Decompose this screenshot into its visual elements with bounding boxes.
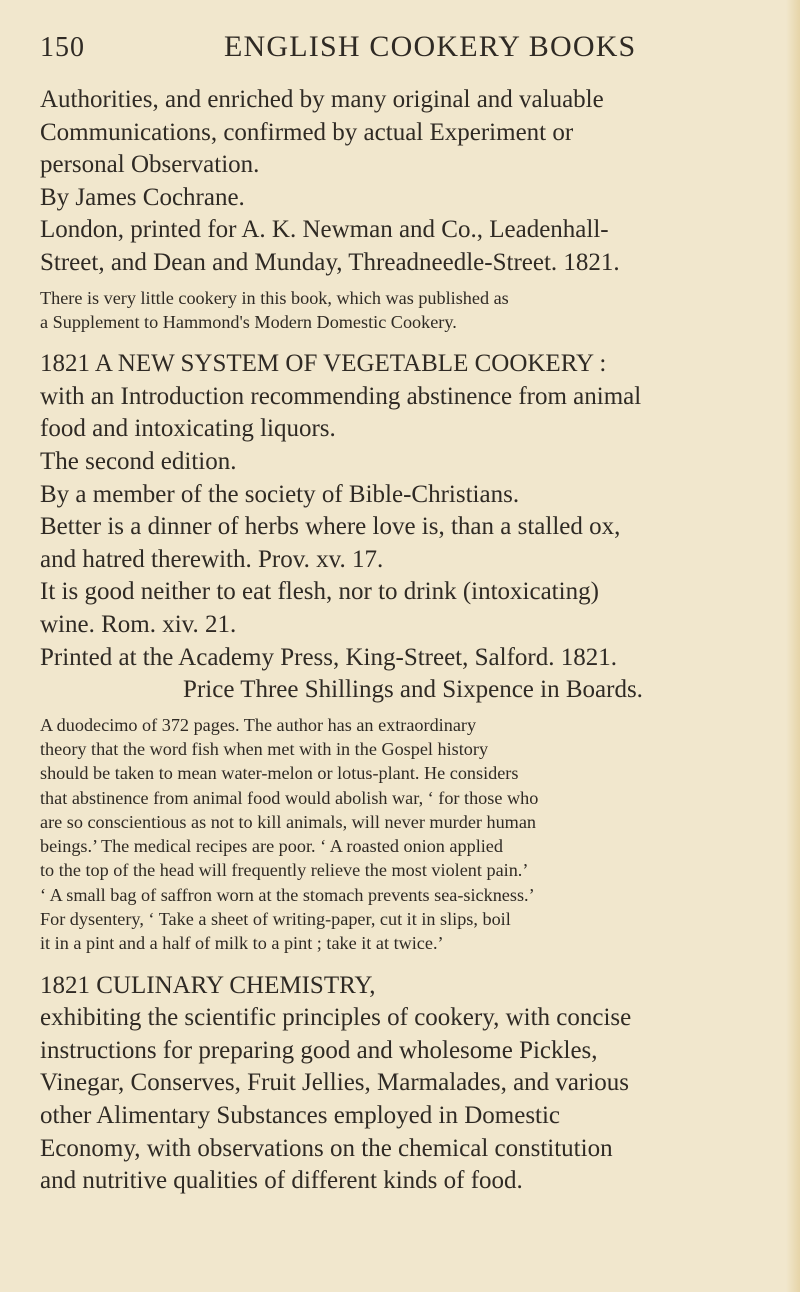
entry-vegetable-cookery — [40, 348, 786, 956]
entry-culinary-chemistry — [40, 970, 786, 1198]
note-line: are so conscientious as not to kill animals, will never murder human — [40, 811, 537, 832]
entry-line: Better is a dinner of herbs where love is, than a stalled ox, — [40, 513, 621, 541]
note-line: There is very little cookery in this book, which was published as — [40, 287, 509, 308]
note-line: theory that the word fish when met with in the Gospel history — [40, 738, 489, 759]
entry-line: and nutritive qualities of different kinds of food. — [40, 1167, 523, 1195]
entry-line: other Alimentary Substances employed in Domestic — [40, 1102, 561, 1130]
entry-line: and hatred therewith. Prov. xv. 17. — [40, 545, 384, 573]
note-line: beings.’ The medical recipes are poor. ‘ A roasted onion applied — [40, 836, 503, 857]
entry-line: Communications, confirmed by actual Experiment or — [40, 118, 574, 146]
entry-note — [40, 286, 786, 335]
entry-line: By a member of the society of Bible-Christians. — [40, 480, 520, 508]
note-line: A duodecimo of 372 pages. The author has an extraordinary — [40, 714, 477, 735]
entry-line: instructions for preparing good and wholesome Pickles, — [40, 1036, 598, 1064]
note-line: For dysentery, ‘ Take a sheet of writing-paper, cut it in slips, boil — [40, 909, 511, 930]
running-head: ENGLISH COOKERY BOOKS — [224, 30, 637, 63]
entry-line: The second edition. — [40, 447, 237, 475]
note-line: it in a pint and a half of milk to a pint ; take it at twice.’ — [40, 933, 444, 954]
entry-line: London, printed for A. K. Newman and Co., Leadenhall- — [40, 216, 609, 244]
entry-line: Authorities, and enriched by many original and valuable — [40, 86, 604, 113]
entry-title-line: 1821 CULINARY CHEMISTRY, — [40, 971, 376, 999]
page-header — [40, 28, 786, 68]
note-line: to the top of the head will frequently relieve the most violent pain.’ — [40, 860, 529, 881]
page-number: 150 — [40, 32, 85, 63]
note-line: should be taken to mean water-melon or lotus-plant. He considers — [40, 763, 519, 784]
entry-line: Street, and Dean and Munday, Threadneedle-Street. 1821. — [40, 248, 620, 276]
entry-line: By James Cochrane. — [40, 183, 245, 211]
note-line: that abstinence from animal food would abolish war, ‘ for those who — [40, 787, 539, 808]
book-page — [40, 28, 786, 1198]
entry-line: Vinegar, Conserves, Fruit Jellies, Marmalades, and various — [40, 1069, 630, 1097]
entry-line: Printed at the Academy Press, King-Street, Salford. 1821. — [40, 643, 617, 671]
entry-line: exhibiting the scientific principles of cookery, with concise — [40, 1004, 632, 1032]
entry-line: Economy, with observations on the chemical constitution — [40, 1134, 613, 1162]
entry-line: food and intoxicating liquors. — [40, 415, 336, 443]
entry-cochrane — [40, 84, 786, 334]
entry-title-line: 1821 A NEW SYSTEM OF VEGETABLE COOKERY : — [40, 350, 607, 378]
entry-line: personal Observation. — [40, 151, 260, 179]
entry-price-line: Price Three Shillings and Sixpence in Boards. — [183, 676, 643, 704]
note-line: ‘ A small bag of saffron worn at the stomach prevents sea-sickness.’ — [40, 884, 535, 905]
note-line: a Supplement to Hammond's Modern Domestic Cookery. — [40, 311, 457, 332]
entry-line: with an Introduction recommending abstinence from animal — [40, 382, 642, 410]
page-edge-shadow — [786, 0, 800, 1292]
entry-line: It is good neither to eat flesh, nor to drink (intoxicating) — [40, 578, 599, 606]
entry-line: wine. Rom. xiv. 21. — [40, 610, 237, 638]
entry-note — [40, 713, 786, 956]
